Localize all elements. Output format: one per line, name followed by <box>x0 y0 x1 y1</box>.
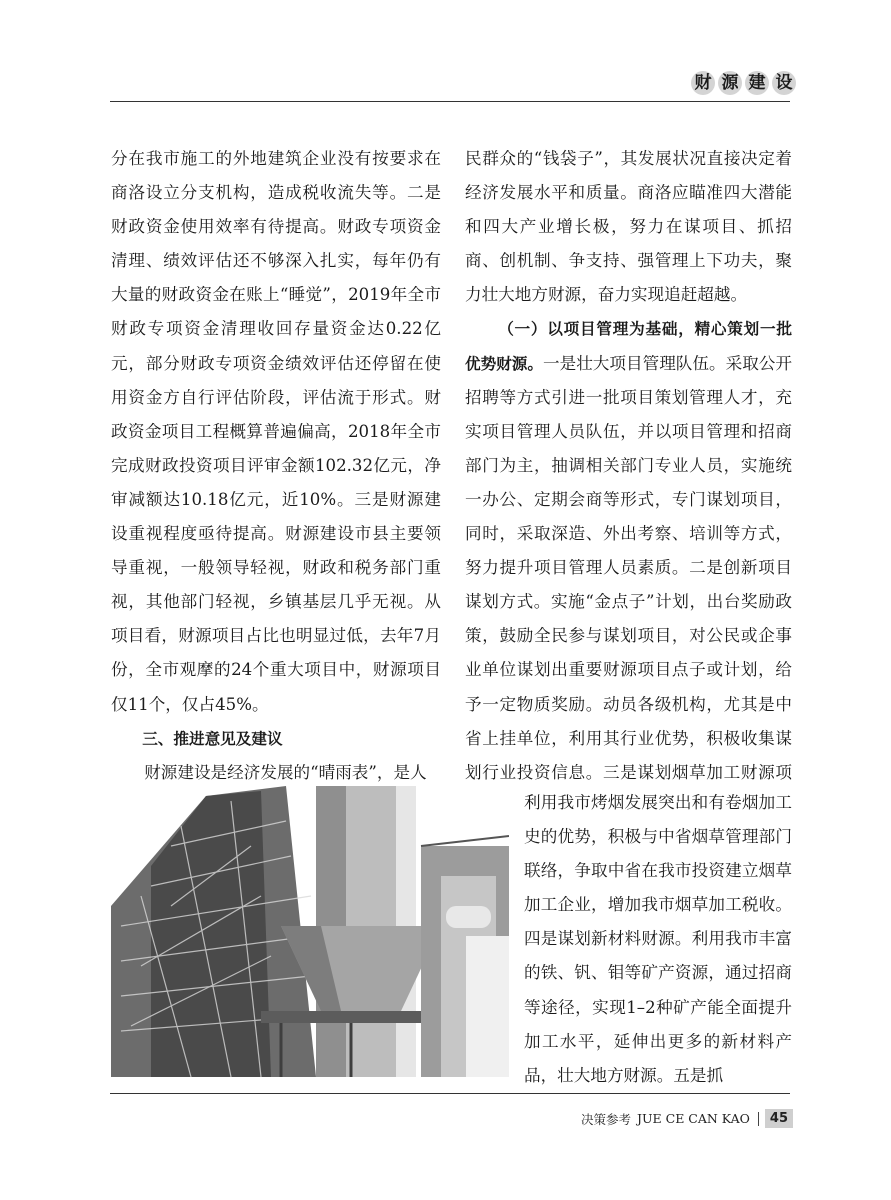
header-divider <box>110 101 790 102</box>
section-title-badge <box>691 71 796 95</box>
page-number: 45 <box>765 1109 793 1128</box>
subsection-heading: （一）以项目管理为基础，精心策划一批优势财源。 <box>465 320 792 373</box>
body-paragraph <box>465 312 792 823</box>
section-title-char: 设 <box>772 71 796 95</box>
body-text: 一是壮大项目管理队伍。采取公开招聘等方式引进一批项目策划管理人才，充实项目管理人员队伍，并以项目管理和招商部门为主，抽调相关部门专业人员，实施统一办公、定期会商等形式，专门谋划项目，同时，采取深造、外出考察、培训等方式，努力提升项目管理人员素质。二是创新项目谋划方式。实施“金点子”计划，出台奖励政策，鼓励全民参与谋划项目，对公民或企事业单位谋划出重要财源项目点子或计划，给予一定物质奖励。动员各级机构，尤其是中省上挂单位，利用其行业优势，积极收集谋划行业投资信息。三是谋划烟草加工财源项 <box>465 353 792 782</box>
section-heading: 三、推进意见及建议 <box>142 729 283 748</box>
section-title-char: 建 <box>745 71 769 95</box>
left-column <box>111 142 441 790</box>
industrial-plant-illustration <box>111 786 509 1077</box>
footer-divider <box>110 1093 790 1094</box>
body-paragraph: 民群众的“钱袋子”，其发展状况直接决定着经济发展水平和质量。商洛应瞄准四大潜能和四大产业增长极，努力在谋项目、抓招商、创机制、争支持、强管理上下功夫，聚力壮大地方财源，奋力实现追赶超越。 <box>465 149 792 305</box>
body-paragraph: 利用我市烤烟发展突出和有卷烟加工史的优势，积极与中省烟草管理部门联络，争取中省在我市投资建立烟草加工企业，增加我市烟草加工税收。四是谋划新材料财源。利用我市丰富的铁、钒、钼等矿产资源，通过招商等途径，实现1–2种矿产能全面提升加工水平，延伸出更多的新材料产品，壮大地方财源。五是抓 <box>524 793 792 1085</box>
right-column <box>465 142 792 824</box>
journal-name-cn: 决策参考 <box>580 1111 631 1127</box>
right-column-continued <box>524 786 792 1093</box>
industrial-plant-photo <box>111 786 509 1077</box>
page-footer <box>581 1109 793 1128</box>
section-title-char: 财 <box>691 71 715 95</box>
footer-separator <box>758 1112 759 1126</box>
body-paragraph: 财源建设是经济发展的“晴雨表”，是人 <box>144 762 427 782</box>
journal-name-en: JUE CE CAN KAO <box>636 1111 750 1126</box>
section-title-char: 源 <box>718 71 742 95</box>
body-paragraph: 分在我市施工的外地建筑企业没有按要求在商洛设立分支机构，造成税收流失等。二是财政资金使用效率有待提高。财政专项资金清理、绩效评估还不够深入扎实，每年仍有大量的财政资金在账上“睡觉”，2019年全市财政专项资金清理收回存量资金达0.22亿元，部分财政专项资金绩效评估还停留在使用资金方自行评估阶段，评估流于形式。财政资金项目工程概算普遍偏高，2018年全市完成财政投资项目评审金额102.32亿元，净审减额达10.18亿元，近10%。三是财源建设重视程度亟待提高。财源建设市县主要领导重视，一般领导轻视，财政和税务部门重视，其他部门轻视，乡镇基层几乎无视。从项目看，财源项目占比也明显过低，去年7月份，全市观摩的24个重大项目中，财源项目仅11个，仅占45%。 <box>111 149 441 714</box>
